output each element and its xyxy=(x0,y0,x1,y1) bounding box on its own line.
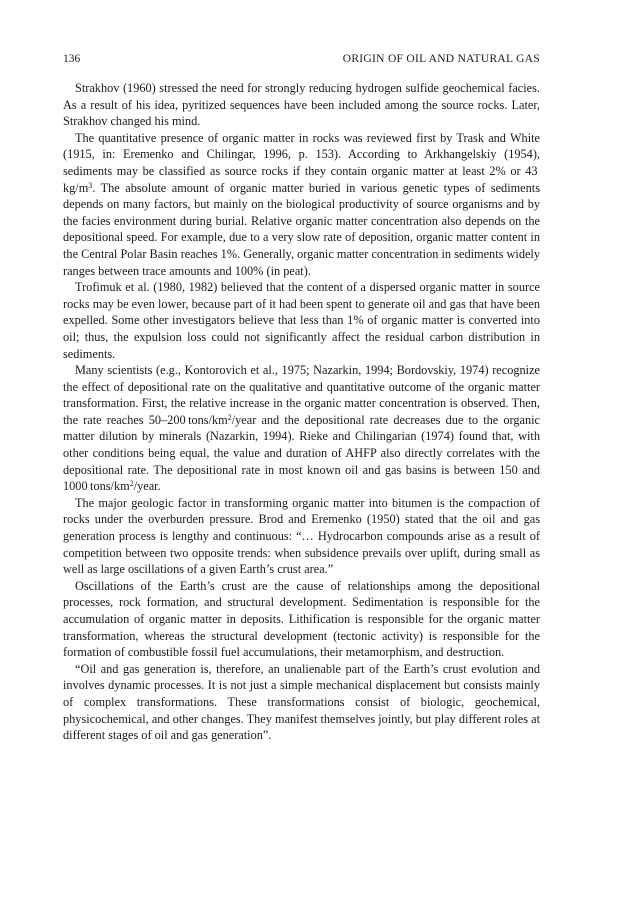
superscript: 2 xyxy=(227,412,232,422)
text-run: The quantitative presence of organic matter in rocks was reviewed first by Trask and White (1915, in: Eremenko and Chilingar, 1996, p. 153). According to Arkhangelskiy (1954), sediments may be classified as source rocks if they contain organic matter at least 2% or 43 kg/m xyxy=(63,130,540,195)
book-page xyxy=(63,50,540,744)
text-run: The major geologic factor in transforming organic matter into bitumen is the compaction of rocks under the overburden pressure. Brod and Eremenko (1950) stated that the oil and gas generation process is lengthy and continuous: “… Hydrocarbon compounds arise as a result of competition between two opposite trends: when subsidence prevails over uplift, during small as well as large oscillations of a given Earth’s crust area.” xyxy=(63,495,540,577)
page-number: 136 xyxy=(63,53,81,65)
page-header xyxy=(63,50,540,68)
paragraph xyxy=(63,578,540,661)
paragraph xyxy=(63,661,540,744)
paragraph xyxy=(63,130,540,279)
text-run: Strakhov (1960) stressed the need for strongly reducing hydrogen sulfide geochemical facies. As a result of his idea, pyritized sequences have been included among the source rocks. Later, Strakhov changed his mind. xyxy=(63,81,540,129)
superscript: 2 xyxy=(129,479,134,489)
paragraph xyxy=(63,80,540,130)
text-run: /year. xyxy=(133,479,161,494)
text-run: Trofimuk et al. (1980, 1982) believed that the content of a dispersed organic matter in source rocks may be even lower, because part of it had been spent to generate oil and gas that have been expelled. Some other investigators believe that less than 1% of organic matter is converted into oil; thus, the expulsion loss could not significantly affect the residual carbon distribution in sediments. xyxy=(63,280,540,361)
text-run: . The absolute amount of organic matter buried in various genetic types of sediments depends on many factors, but mainly on the biological productivity of source organisms and by the facies environment during burial. Relative organic matter concentration also depends on the depositional speed. For example, due to a very slow rate of deposition, organic matter content in the Central Polar Basin reaches 1%. Generally, organic matter concentration in sediments widely ranges between trace amounts and 100% (in peat). xyxy=(63,180,540,278)
body-text xyxy=(63,80,540,744)
text-run: “Oil and gas generation is, therefore, an unalienable part of the Earth’s crust evolution and involves dynamic processes. It is not just a simple mechanical displacement but consists mainly of complex transformations. These transformations consist of biologic, geochemical, physicochemical, and other changes. They manifest themselves jointly, but play different roles at different stages of oil and gas generation”. xyxy=(63,661,540,743)
text-run: Oscillations of the Earth’s crust are the cause of relationships among the depositional processes, rock formation, and structural development. Sedimentation is responsible for the accumulation of organic matter in deposits. Lithification is responsible for the organic matter transformation, whereas the structural development (tectonic activity) is responsible for the formation of combustible fossil fuel accumulations, their metamorphism, and destruction. xyxy=(63,578,540,660)
text-run: Many scientists (e.g., Kontorovich et al., 1975; Nazarkin, 1994; Bordovskiy, 1974) recognize the effect of depositional rate on the qualitative and quantitative outcome of the organic matter transformation. First, the relative increase in the organic matter concentration is observed. Then, the rate reaches 50–200 tons/km xyxy=(63,363,540,427)
superscript: 3 xyxy=(88,180,93,190)
paragraph xyxy=(63,495,540,578)
running-title: ORIGIN OF OIL AND NATURAL GAS xyxy=(342,53,540,65)
text-run: /year and the depositional rate decreases due to the organic matter dilution by minerals (Nazarkin, 1994). Rieke and Chilingarian (1974) found that, with other conditions being equal, the value and duration of AHFP also directly correlates with the depositional rate. The depositional rate in most known oil and gas basins is between 150 and 1000 tons/km xyxy=(63,412,541,494)
paragraph xyxy=(63,279,540,362)
paragraph xyxy=(63,362,540,495)
